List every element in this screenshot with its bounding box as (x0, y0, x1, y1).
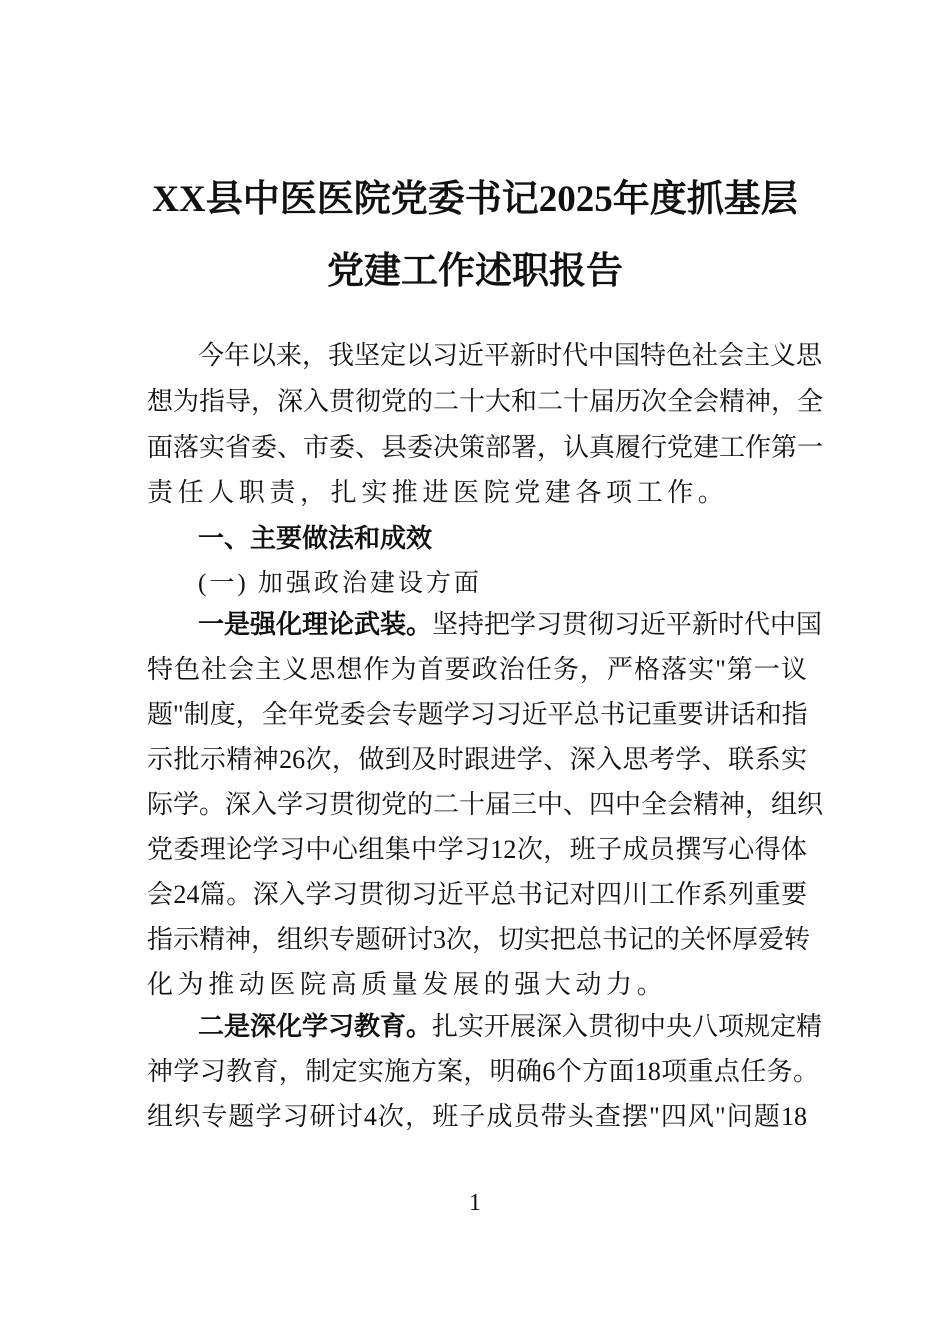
subsection-heading: (一) 加强政治建设方面 (198, 570, 482, 597)
paragraph-lead: 二是深化学习教育。 (198, 1012, 433, 1042)
paragraph-line: 化为推动医院高质量发展的强大动力。 (147, 970, 668, 999)
intro-line: 责任人职责，扎实推进医院党建各项工作。 (147, 478, 729, 507)
document-title-line-2: 党建工作述职报告 (327, 251, 623, 292)
document-title-line-1: XX县中医医院党委书记2025年度抓基层 (152, 179, 798, 220)
paragraph-line: 际学。深入学习贯彻党的二十届三中、四中全会精神，组织 (147, 790, 824, 819)
paragraph-line: 会24篇。深入学习贯彻习近平总书记对四川工作系列重要 (147, 880, 807, 909)
paragraph-line: 题"制度，全年党委会专题学习习近平总书记重要讲话和指 (147, 700, 808, 729)
section-heading: 一、主要做法和成效 (198, 524, 433, 554)
paragraph-lead: 一是强化理论武装。 (198, 610, 433, 640)
paragraph-line: 指示精神，组织专题研讨3次，切实把总书记的关怀厚爱转 (147, 925, 811, 954)
intro-line: 今年以来，我坚定以习近平新时代中国特色社会主义思 (198, 341, 823, 370)
paragraph-line: 神学习教育，制定实施方案，明确6个方面18项重点任务。 (147, 1057, 819, 1086)
intro-line: 想为指导，深入贯彻党的二十大和二十届历次全会精神，全 (147, 387, 824, 416)
intro-line: 面落实省委、市委、县委决策部署，认真履行党建工作第一 (147, 433, 824, 462)
paragraph-line: 组织专题学习研讨4次，班子成员带头查摆"四风"问题18 (147, 1102, 807, 1131)
paragraph-line: 党委理论学习中心组集中学习12次，班子成员撰写心得体 (147, 835, 807, 864)
paragraph-line: 一是强化理论武装。坚持把学习贯彻习近平新时代中国 (198, 610, 823, 640)
paragraph-line: 示批示精神26次，做到及时跟进学、深入思考学、联系实 (147, 745, 807, 774)
paragraph-line: 特色社会主义思想作为首要政治任务，严格落实"第一议 (147, 655, 807, 684)
paragraph-line: 二是深化学习教育。扎实开展深入贯彻中央八项规定精 (198, 1012, 823, 1042)
page-number: 1 (469, 1190, 481, 1216)
